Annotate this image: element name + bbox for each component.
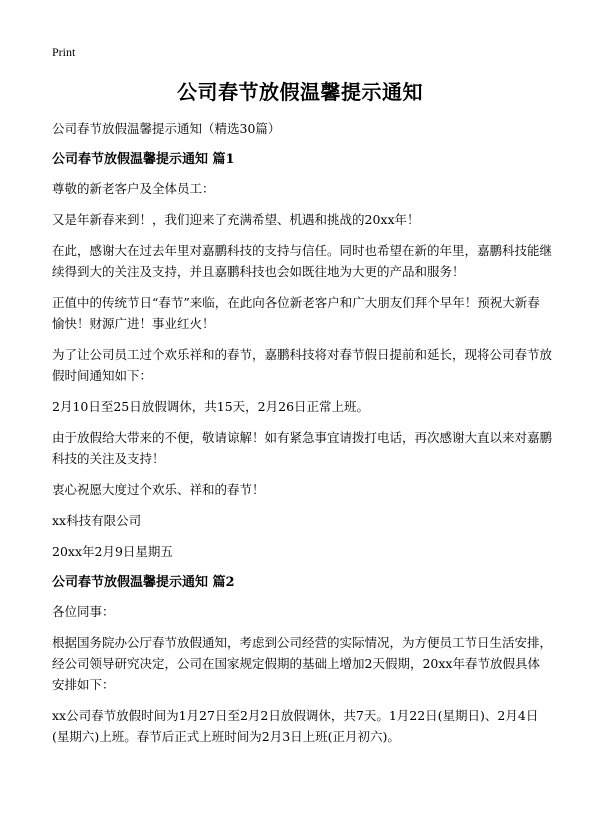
section1-company: xx科技有限公司 (52, 513, 142, 528)
section2-greeting: 各位同事： (52, 604, 115, 619)
section1-paragraph: 为了让公司员工过个欢乐祥和的春节，嘉鹏科技将对春节假日提前和延长，现将公司春节放假时间通知如下： (52, 347, 553, 383)
section1-schedule: 2月10日至25日放假调休，共15天，2月26日正常上班。 (52, 399, 370, 414)
section1-date: 20xx年2月9日星期五 (52, 544, 173, 559)
document-subtitle: 公司春节放假温馨提示通知（精选30篇） (52, 121, 281, 136)
section2-paragraph: xx公司春节放假时间为1月27日至2月2日放假调休，共7天。1月22日(星期日)、2月4日(星期六)上班。春节后正式上班时间为2月3日上班(正月初六)。 (52, 708, 539, 744)
section1-paragraph: 正值中的传统节日“春节”来临，在此向各位新老客户和广大朋友们拜个早年！预祝大新春愉快！财源广进！事业红火！ (52, 295, 540, 331)
section2-paragraph: 根据国务院办公厅春节放假通知，考虑到公司经营的实际情况，为方便员工节日生活安排，经公司领导研究决定，公司在国家规定假期的基础上增加2天假期，20xx年春节放假具体安排如下： (52, 635, 553, 692)
section1-paragraph: 又是年新春来到！，我们迎来了充满希望、机遇和挑战的20xx年！ (52, 212, 420, 227)
section1-paragraph: 由于放假给大带来的不便，敬请谅解！如有紧急事宜请拨打电话，再次感谢大直以来对嘉鹏科技的关注及支持！ (52, 430, 553, 466)
section1-closing: 衷心祝愿大度过个欢乐、祥和的春节！ (52, 482, 265, 497)
section1-heading: 公司春节放假温馨提示通知 篇1 (52, 152, 235, 167)
print-label: Print (52, 45, 76, 59)
section1-paragraph: 在此，感谢大在过去年里对嘉鹏科技的支持与信任。同时也希望在新的年里，嘉鹏科技能继续得到大的关注及支持，并且嘉鹏科技也会如既往地为大更的产品和服务！ (52, 243, 553, 279)
document-body (52, 118, 552, 757)
section1-greeting: 尊敬的新老客户及全体员工： (52, 181, 215, 196)
section2-heading: 公司春节放假温馨提示通知 篇2 (52, 575, 235, 590)
page-title: 公司春节放假温馨提示通知 (177, 80, 423, 104)
